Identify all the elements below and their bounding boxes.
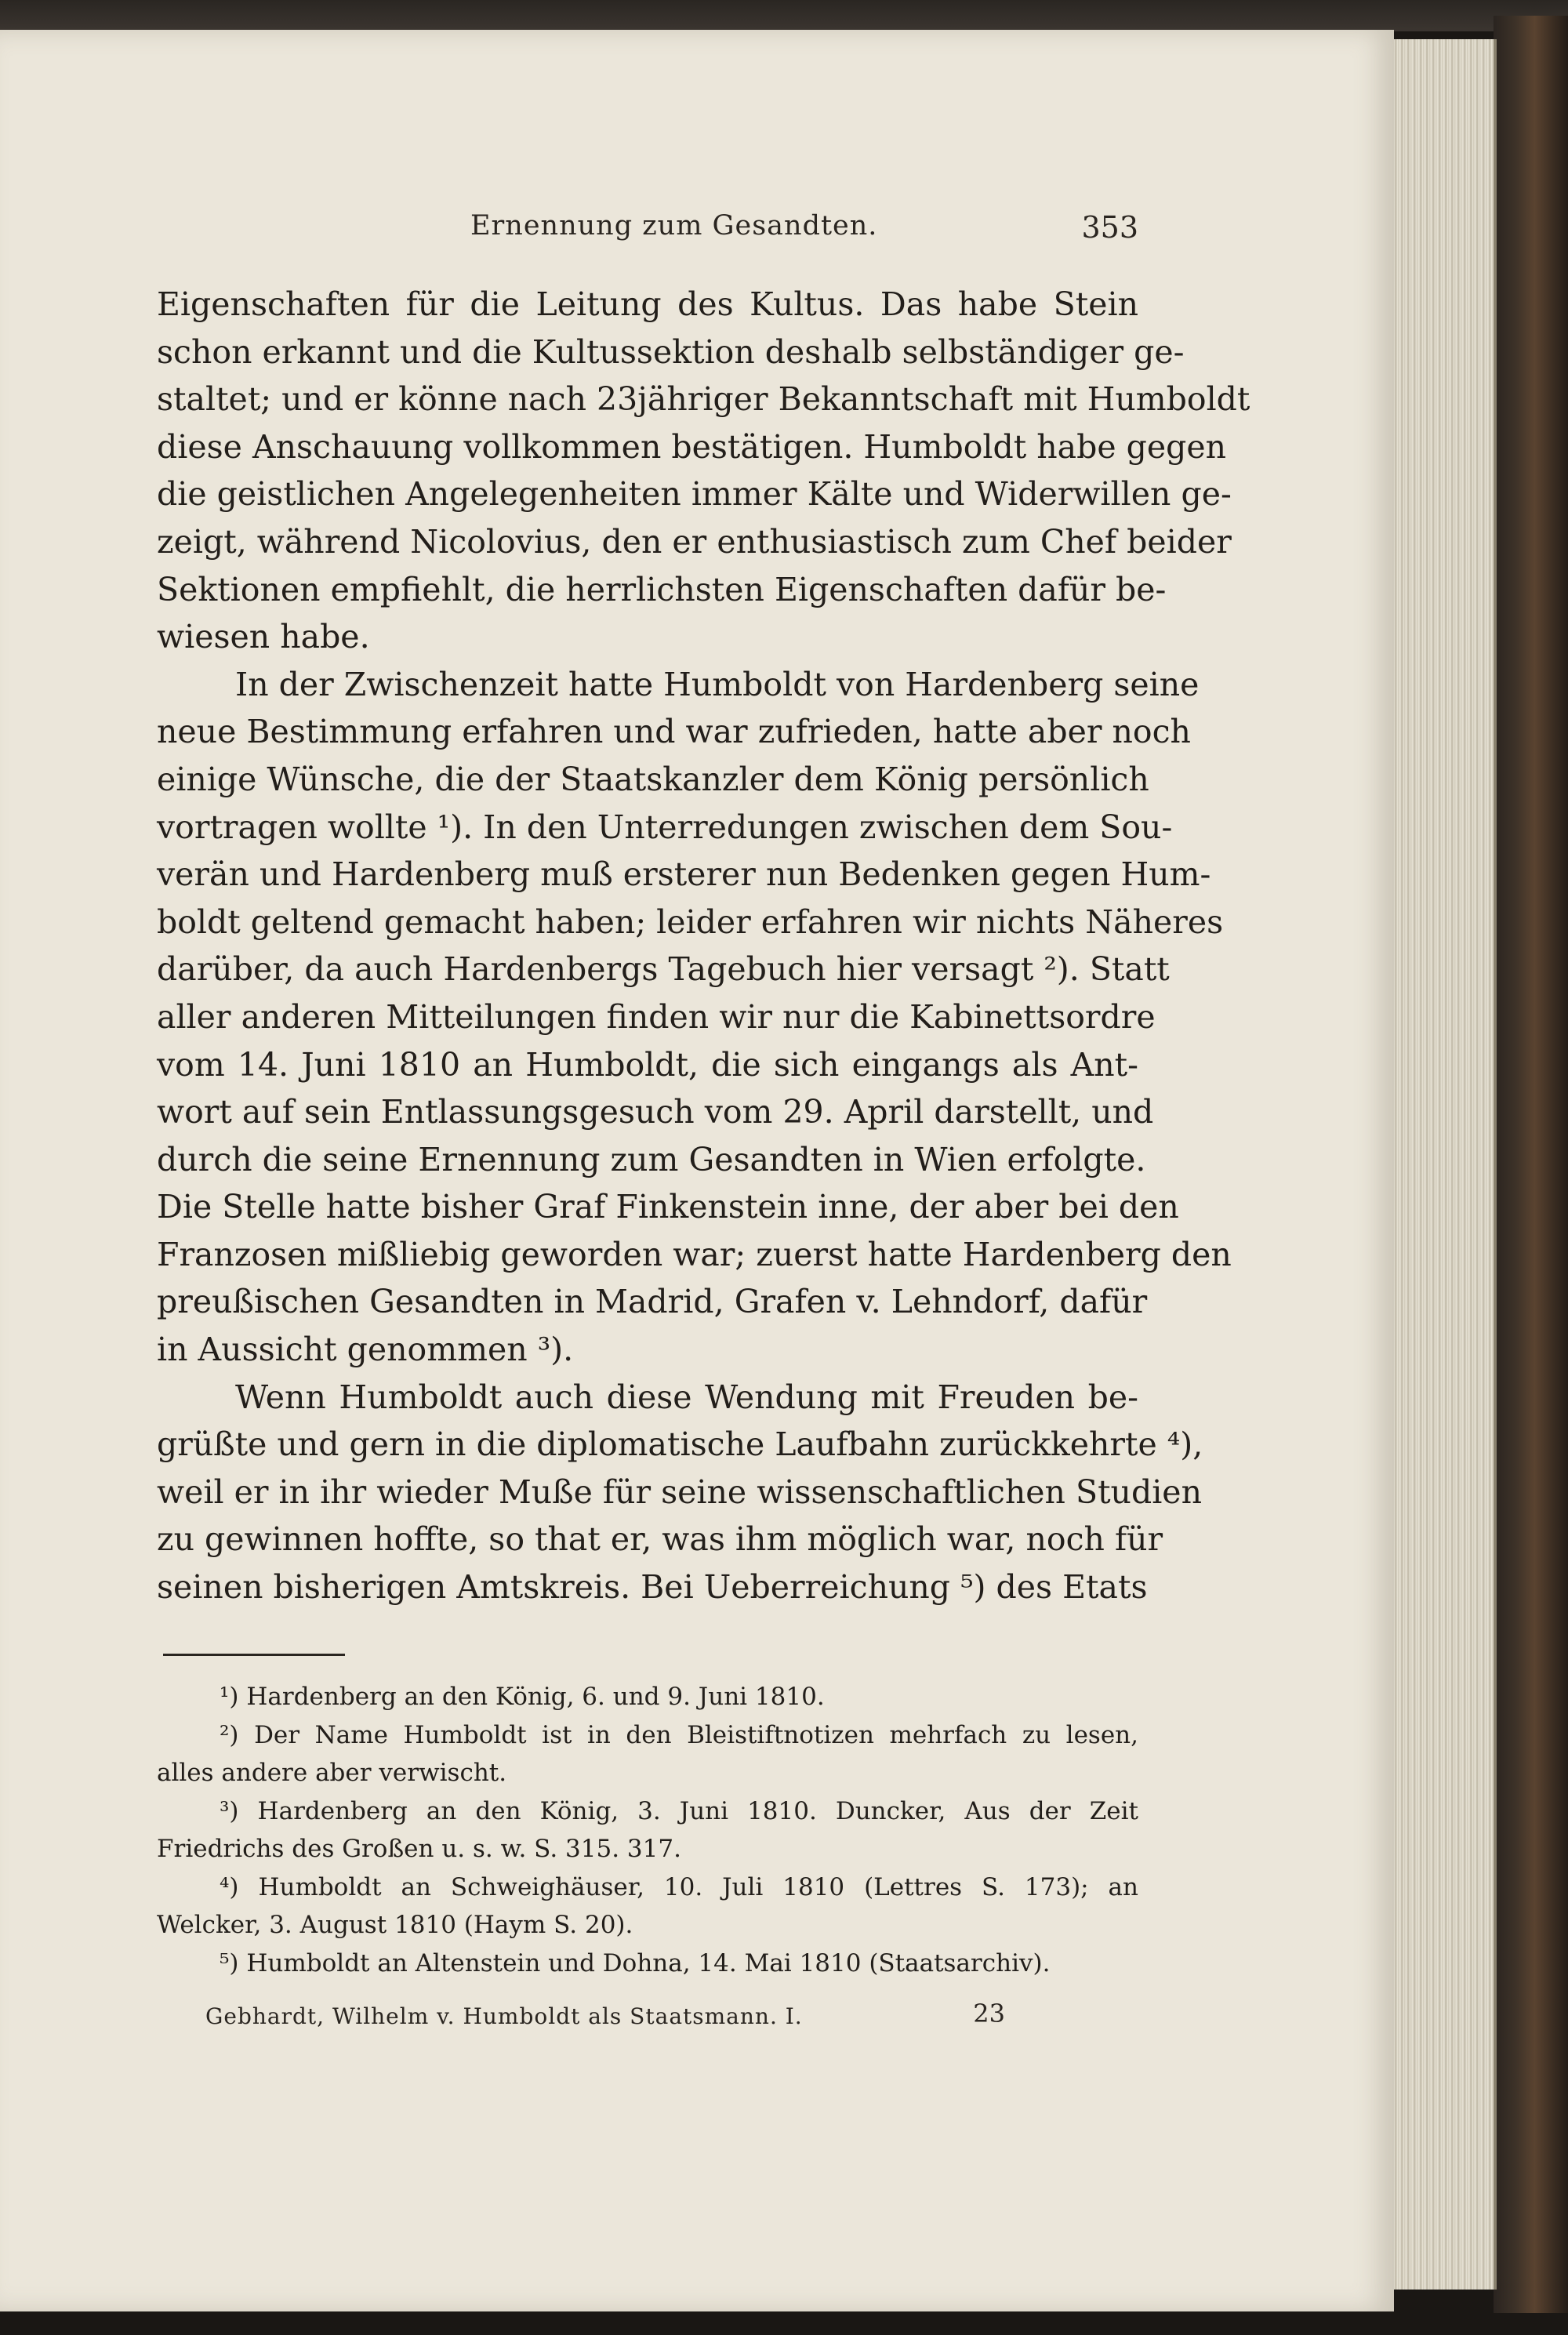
footnote-line: alles andere aber verwischt. xyxy=(157,1759,507,1787)
signature-line xyxy=(205,1999,1083,2038)
body-line: diese Anschauung vollkommen bestätigen. Humboldt habe gegen xyxy=(157,427,1227,466)
body-line: vom 14. Juni 1810 an Humboldt, die sich eingangs als Ant- xyxy=(157,1045,1138,1084)
body-line: weil er in ihr wieder Muße für seine wissenschaftlichen Studien xyxy=(157,1473,1202,1511)
body-line: preußischen Gesandten in Madrid, Grafen v. Lehndorf, dafür xyxy=(157,1283,1148,1321)
footnotes xyxy=(157,1678,1138,1982)
body-line: einige Wünsche, die der Staatskanzler dem König persönlich xyxy=(157,760,1149,798)
body-line: verän und Hardenberg muß ersterer nun Bedenken gegen Hum- xyxy=(157,855,1211,894)
footnote-line: ⁴) Humboldt an Schweighäuser, 10. Juli 1810 (Lettres S. 173); an xyxy=(220,1872,1138,1901)
footnote-line: Welcker, 3. August 1810 (Haym S. 20). xyxy=(157,1911,633,1939)
body-line: Eigenschaften für die Leitung des Kultus. Das habe Stein xyxy=(157,285,1138,323)
running-head xyxy=(157,210,1138,249)
body-line: grüßte und gern in die diplomatische Laufbahn zurückkehrte ⁴), xyxy=(157,1425,1203,1464)
body-line: Die Stelle hatte bisher Graf Finkenstein inne, der aber bei den xyxy=(157,1188,1179,1226)
body-line: Wenn Humboldt auch diese Wendung mit Freuden be- xyxy=(235,1378,1138,1416)
body-line: aller anderen Mitteilungen finden wir nur die Kabinettsordre xyxy=(157,997,1156,1036)
body-line: staltet; und er könne nach 23jähriger Bekanntschaft mit Humboldt xyxy=(157,380,1250,419)
body-line: zu gewinnen hoffte, so that er, was ihm möglich war, noch für xyxy=(157,1520,1163,1559)
body-line: wiesen habe. xyxy=(157,618,370,656)
running-head-title: Ernennung zum Gesandten. xyxy=(470,210,878,241)
body-line: boldt geltend gemacht haben; leider erfahren wir nichts Näheres xyxy=(157,902,1224,941)
sheet-number: 23 xyxy=(973,1999,1005,2028)
footnote-line: ²) Der Name Humboldt ist in den Bleistiftnotizen mehrfach zu lesen, xyxy=(220,1720,1138,1749)
footnote-rule xyxy=(163,1654,345,1656)
footnote-line: ³) Hardenberg an den König, 3. Juni 1810. Duncker, Aus der Zeit xyxy=(220,1796,1138,1825)
body-line: zeigt, während Nicolovius, den er enthusiastisch zum Chef beider xyxy=(157,522,1232,561)
body-line: wort auf sein Entlassungsgesuch vom 29. April darstellt, und xyxy=(157,1093,1154,1131)
book-cover-right xyxy=(1494,16,1568,2313)
signature-text: Gebhardt, Wilhelm v. Humboldt als Staatsmann. I. xyxy=(205,2003,803,2029)
body-line: neue Bestimmung erfahren und war zufrieden, hatte aber noch xyxy=(157,713,1191,751)
page-edges xyxy=(1392,39,1497,2290)
body-line: vortragen wollte ¹). In den Unterredungen zwischen dem Sou- xyxy=(157,808,1173,846)
footnote-line: ⁵) Humboldt an Altenstein und Dohna, 14. Mai 1810 (Staatsarchiv). xyxy=(220,1948,1051,1977)
page-number: 353 xyxy=(1081,210,1138,245)
body-line: seinen bisherigen Amtskreis. Bei Ueberreichung ⁵) des Etats xyxy=(157,1568,1148,1607)
body-line: Sektionen empfiehlt, die herrlichsten Eigenschaften dafür be- xyxy=(157,570,1167,608)
body-line: in Aussicht genommen ³). xyxy=(157,1331,574,1369)
body-line: Franzosen mißliebig geworden war; zuerst hatte Hardenberg den xyxy=(157,1235,1232,1273)
body-line: durch die seine Ernennung zum Gesandten in Wien erfolgte. xyxy=(157,1140,1146,1178)
footnote-line: Friedrichs des Großen u. s. w. S. 315. 317. xyxy=(157,1835,681,1863)
body-line: schon erkannt und die Kultussektion deshalb selbständiger ge- xyxy=(157,332,1185,371)
footnote-line: ¹) Hardenberg an den König, 6. und 9. Juni 1810. xyxy=(220,1683,825,1711)
body-line: darüber, da auch Hardenbergs Tagebuch hier versagt ²). Statt xyxy=(157,950,1170,989)
body-line: In der Zwischenzeit hatte Humboldt von Hardenberg seine xyxy=(235,665,1200,703)
body-line: die geistlichen Angelegenheiten immer Kälte und Widerwillen ge- xyxy=(157,475,1232,514)
body-text xyxy=(157,281,1250,1611)
book-cover-top xyxy=(0,0,1568,31)
